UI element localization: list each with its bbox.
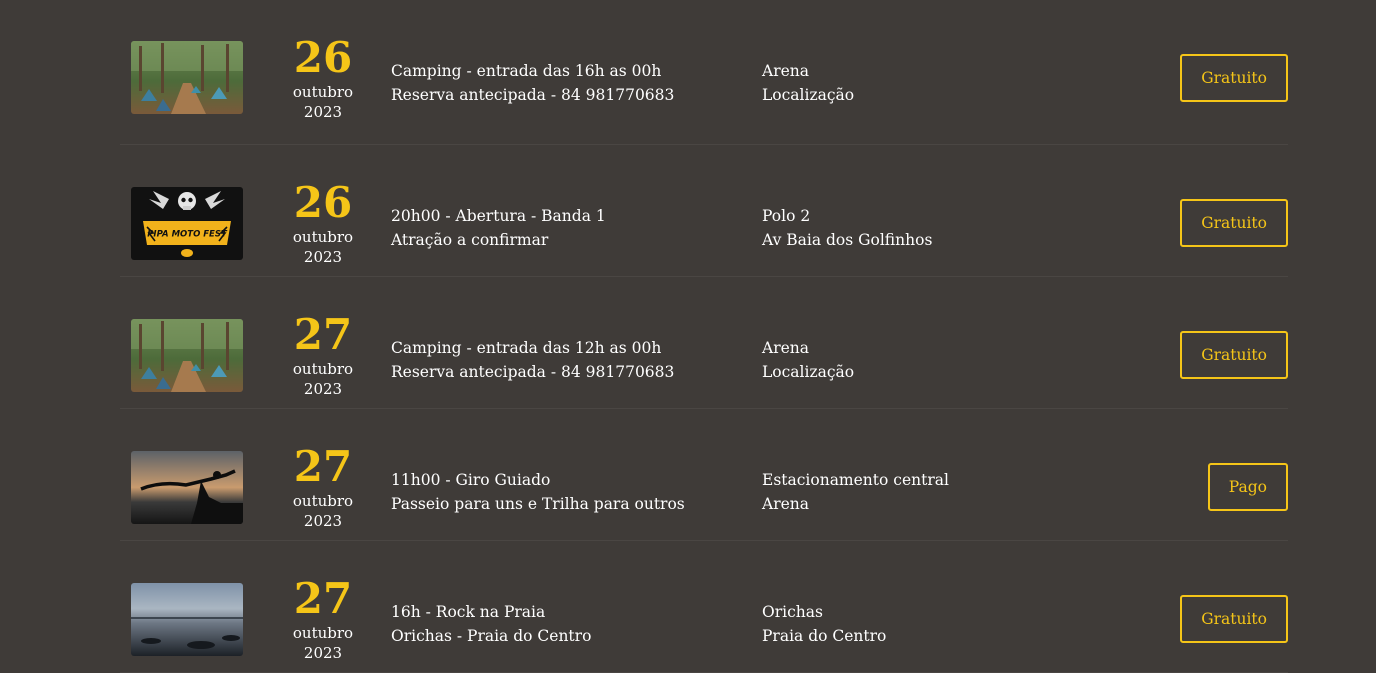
camping-tents-photo[interactable] [131, 41, 243, 114]
event-year: 2023 [303, 103, 343, 121]
event-location-line: Localização [762, 86, 855, 104]
event-date [283, 575, 363, 663]
event-date [283, 443, 363, 531]
event-location-line: Estacionamento central [762, 471, 949, 489]
logo-text: PIPA MOTO FEST [147, 229, 227, 240]
event-month: outubro [292, 360, 354, 378]
event-description [391, 468, 741, 516]
event-description-line: Passeio para uns e Trilha para outros [391, 495, 685, 513]
event-month: outubro [292, 624, 354, 642]
event-description-line: Reserva antecipada - 84 981770683 [391, 86, 675, 104]
price-button[interactable]: Gratuito [1180, 54, 1288, 102]
event-description [391, 600, 741, 648]
event-location-line: Arena [762, 495, 809, 513]
event-year: 2023 [303, 512, 343, 530]
event-description [391, 204, 741, 252]
event-month: outubro [292, 228, 354, 246]
event-day: 27 [293, 442, 353, 491]
pipa-moto-fest-logo[interactable] [131, 187, 243, 260]
event-year: 2023 [303, 380, 343, 398]
event-day: 27 [293, 574, 353, 623]
event-location-line: Polo 2 [762, 207, 811, 225]
price-button[interactable]: Gratuito [1180, 595, 1288, 643]
event-description-line: 11h00 - Giro Guiado [391, 471, 551, 489]
event-location-line: Orichas [762, 603, 823, 621]
event-date [283, 311, 363, 399]
event-location-line: Localização [762, 363, 855, 381]
event-year: 2023 [303, 248, 343, 266]
event-year: 2023 [303, 644, 343, 662]
event-location-line: Praia do Centro [762, 627, 887, 645]
event-location [762, 204, 1062, 252]
event-location [762, 336, 1062, 384]
event-location-line: Arena [762, 62, 809, 80]
camping-tents-photo[interactable] [131, 319, 243, 392]
event-list [120, 0, 1288, 673]
beach-sunset-photo[interactable] [131, 583, 243, 656]
event-description-line: 20h00 - Abertura - Banda 1 [391, 207, 606, 225]
event-date [283, 179, 363, 267]
event-description-line: Camping - entrada das 16h as 00h [391, 62, 662, 80]
event-row [120, 409, 1288, 541]
event-description-line: Orichas - Praia do Centro [391, 627, 592, 645]
event-location [762, 59, 1062, 107]
event-day: 27 [293, 310, 353, 359]
event-day: 26 [293, 178, 353, 227]
event-description-line: 16h - Rock na Praia [391, 603, 546, 621]
event-description-line: Atração a confirmar [391, 231, 549, 249]
event-day: 26 [293, 33, 353, 82]
event-date [283, 34, 363, 122]
event-location [762, 600, 1062, 648]
price-button[interactable]: Pago [1208, 463, 1288, 511]
motorcycle-sunset-photo[interactable] [131, 451, 243, 524]
event-row [120, 277, 1288, 409]
price-button[interactable]: Gratuito [1180, 331, 1288, 379]
event-description-line: Camping - entrada das 12h as 00h [391, 339, 662, 357]
event-description-line: Reserva antecipada - 84 981770683 [391, 363, 675, 381]
event-row [120, 541, 1288, 673]
event-description [391, 59, 741, 107]
event-row [120, 145, 1288, 277]
event-month: outubro [292, 492, 354, 510]
price-button[interactable]: Gratuito [1180, 199, 1288, 247]
event-month: outubro [292, 83, 354, 101]
event-row [120, 0, 1288, 145]
event-location-line: Av Baia dos Golfinhos [762, 231, 933, 249]
event-description [391, 336, 741, 384]
event-location [762, 468, 1062, 516]
event-location-line: Arena [762, 339, 809, 357]
